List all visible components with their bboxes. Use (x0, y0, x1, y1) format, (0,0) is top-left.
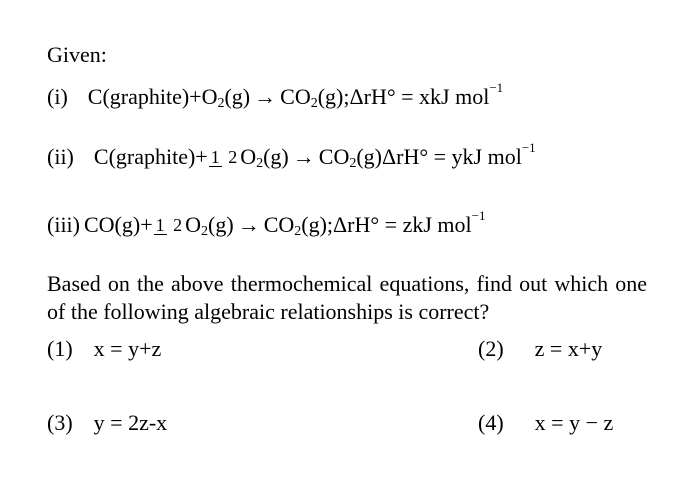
equation-label: (i) (47, 84, 68, 109)
product-subscript: 2 (310, 96, 318, 111)
reactant-2: O (240, 144, 257, 169)
option-text: x = y+z (93, 336, 162, 361)
enthalpy-expression: ΔrH° = ykJ mol (381, 144, 522, 169)
option-number: (3) (47, 410, 73, 435)
option-4[interactable] (478, 410, 613, 436)
option-3[interactable] (47, 410, 167, 436)
reactant-2-state: (g) (224, 84, 251, 109)
enthalpy-expression: ΔrH° = xkJ mol (349, 84, 490, 109)
option-2[interactable] (478, 336, 602, 362)
product: CO (263, 212, 295, 237)
reactant-2-subscript: 2 (201, 224, 209, 239)
option-text: x = y − z (534, 410, 614, 435)
fraction-numerator: 1 (155, 214, 165, 235)
product-state: (g); (317, 84, 350, 109)
equation-label: (ii) (47, 144, 74, 169)
option-number: (4) (478, 410, 504, 435)
reaction-arrow: → (254, 84, 277, 109)
reactant-2-state: (g) (208, 212, 234, 237)
given-label: Given: (47, 42, 107, 67)
reaction-arrow: → (237, 212, 260, 237)
plus-sign: + (189, 84, 202, 109)
plus-sign: + (195, 144, 208, 169)
option-text: z = x+y (534, 336, 603, 361)
option-1[interactable] (47, 336, 161, 362)
equation-ii (47, 132, 536, 182)
unit-exponent: −1 (521, 140, 536, 155)
equation-i (47, 80, 504, 111)
reactant-2-state: (g) (263, 144, 289, 169)
product-subscript: 2 (294, 224, 302, 239)
option-number: (2) (478, 336, 504, 361)
product-state: (g) (356, 144, 382, 169)
option-number: (1) (47, 336, 73, 361)
reactant-1: C(graphite) (93, 144, 196, 169)
reactant-1: CO(g) (84, 212, 141, 237)
question-text: Based on the above thermochemical equations, find out which one of the following algebraic relationships is correct? (47, 271, 647, 324)
option-text: y = 2z-x (93, 410, 168, 435)
product-subscript: 2 (349, 156, 357, 171)
fraction-half (154, 216, 185, 235)
fraction-numerator: 1 (210, 146, 220, 167)
equation-label: (iii) (47, 212, 80, 237)
reaction-arrow: → (292, 144, 315, 169)
fraction-half (209, 148, 240, 167)
product: CO (318, 144, 350, 169)
plus-sign: + (140, 212, 153, 237)
unit-exponent: −1 (489, 80, 504, 95)
reactant-2-subscript: 2 (256, 156, 264, 171)
enthalpy-expression: ΔrH° = zkJ mol (333, 212, 472, 237)
fraction-denominator: 2 (173, 214, 183, 235)
fraction-denominator: 2 (228, 146, 238, 167)
unit-exponent: −1 (471, 208, 486, 223)
reactant-1: C(graphite) (87, 84, 190, 109)
product: CO (280, 84, 311, 109)
reactant-2: O (201, 84, 218, 109)
product-state: (g); (301, 212, 334, 237)
reactant-2-subscript: 2 (217, 96, 225, 111)
reactant-2: O (185, 212, 202, 237)
equation-iii (47, 200, 485, 250)
